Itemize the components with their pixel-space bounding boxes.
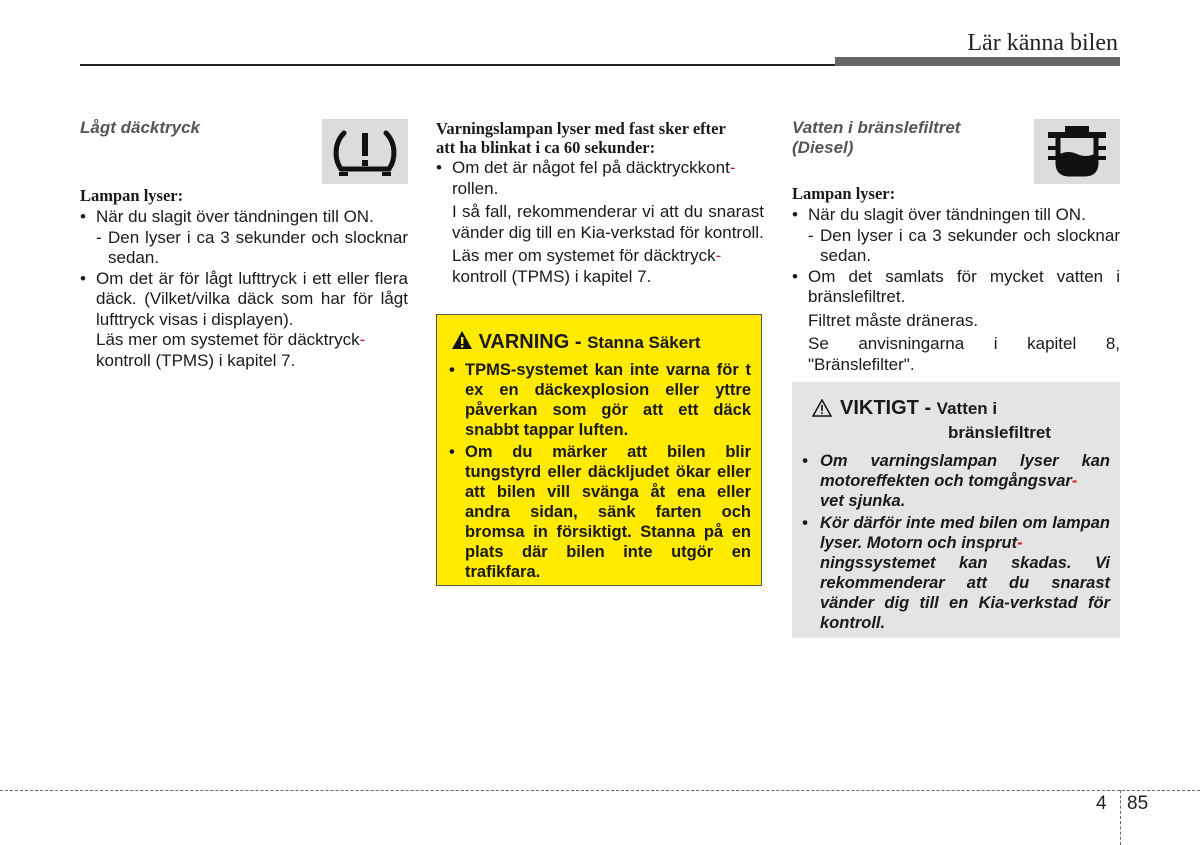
lamp-heading: Lampan lyser: — [792, 184, 896, 203]
important-item-part: vet sjunka. — [820, 492, 906, 510]
paragraph: Se anvisningarna i kapitel 8, "Bränslefilter". — [808, 334, 1120, 374]
title-line: (Diesel) — [792, 138, 854, 157]
footer-rule — [0, 790, 1200, 791]
caution-triangle-icon — [812, 399, 832, 417]
important-header — [792, 382, 1120, 445]
paragraph-part: Läs mer om systemet för däcktryck — [452, 246, 716, 265]
title-line: Vatten i bränslefiltret — [792, 118, 961, 137]
important-body — [792, 445, 1120, 633]
warning-item: • TPMS-systemet kan inte varna för t ex en däckexplosion eller yttre påverkan som gör att ett däck snabbt tappar luften. — [449, 360, 751, 440]
blink-heading — [436, 119, 764, 157]
list-item-part: rollen. — [452, 178, 499, 198]
warning-triangle-icon — [451, 330, 473, 350]
warning-subtitle: Stanna Säkert — [587, 333, 701, 352]
lamp-heading: Lampan lyser: — [80, 186, 184, 205]
column-2-body — [436, 119, 764, 287]
paragraph — [436, 246, 764, 287]
water-in-fuel-icon — [1034, 119, 1120, 184]
page-number: 85 — [1127, 793, 1149, 814]
column-1-body — [80, 186, 408, 371]
list-item: • När du slagit över tändningen till ON. — [80, 207, 408, 228]
warning-label: VARNING - — [478, 331, 582, 353]
hyphen: - — [1071, 472, 1078, 490]
warning-header — [437, 315, 761, 356]
hyphen: - — [1017, 534, 1023, 552]
paragraph-part: kontroll (TPMS) i kapitel 7. — [452, 266, 652, 286]
paragraph: I så fall, rekommenderar vi att du snarast vänder dig till en Kia-verkstad för kontroll. — [452, 202, 764, 242]
warning-body — [437, 356, 761, 582]
heading-line: Varningslampan lyser med fast sker efter — [436, 119, 726, 138]
warning-box — [436, 314, 762, 586]
list-item: • När du slagit över tändningen till ON. — [792, 205, 1120, 226]
column-3-body — [792, 184, 1120, 375]
hyphen: - — [359, 330, 366, 349]
important-subtitle: bränslefiltret — [948, 423, 1051, 442]
hyphen: - — [715, 246, 722, 265]
important-subtitle: Vatten i — [936, 399, 998, 418]
important-item — [802, 513, 1110, 633]
paragraph-part: Läs mer om systemet för däcktryck — [96, 330, 360, 349]
footer-divider — [1120, 790, 1121, 845]
list-item — [436, 158, 764, 199]
list-item: • Om det är för lågt lufttryck i ett eller flera däck. (Vilket/vilka däck som har för lågt lufttryck visas i displayen). — [80, 269, 408, 331]
list-item: • Om det samlats för mycket vatten i bränslefiltret. — [792, 267, 1120, 308]
chapter-number: 4 — [1096, 793, 1107, 814]
section-title-water-in-fuel — [792, 118, 960, 158]
paragraph: Filtret måste dräneras. — [808, 310, 979, 330]
header-rule-accent — [835, 57, 1120, 66]
important-item — [802, 451, 1110, 511]
important-box — [792, 382, 1120, 638]
paragraph — [80, 330, 408, 371]
list-subitem: - Den lyser i ca 3 sekunder och slocknar sedan. — [792, 226, 1120, 267]
important-item-part: Om varningslampan lyser kan motoreffekten och tomgångsvar — [820, 452, 1110, 490]
important-item-part: ningssystemet kan skadas. Vi rekommenderar att du snarast vänder dig till en Kia-verkstad för kontroll. — [820, 554, 1110, 632]
important-label: VIKTIGT - — [840, 397, 932, 419]
paragraph-part: kontroll (TPMS) i kapitel 7. — [96, 350, 296, 370]
header-rule — [80, 64, 840, 66]
list-subitem: - Den lyser i ca 3 sekunder och slocknar sedan. — [80, 228, 408, 269]
list-item-part: Om det är något fel på däcktryckkont — [452, 158, 730, 177]
chapter-title: Lär känna bilen — [967, 30, 1118, 56]
important-item-part: Kör därför inte med bilen om lampan lyser. Motorn och insprut — [820, 514, 1110, 552]
warning-item: • Om du märker att bilen blir tungstyrd eller däckljudet ökar eller att bilen vill svänga åt ena eller andra sidan, sänk farten och bromsa in försiktigt. Stanna på en plats där bilen inte utgör en trafikfara. — [449, 442, 751, 582]
hyphen: - — [729, 158, 736, 177]
tpms-warning-icon — [322, 119, 408, 184]
heading-line: att ha blinkat i ca 60 sekunder: — [436, 138, 656, 157]
section-title-low-tire-pressure: Lågt däcktryck — [80, 118, 200, 137]
